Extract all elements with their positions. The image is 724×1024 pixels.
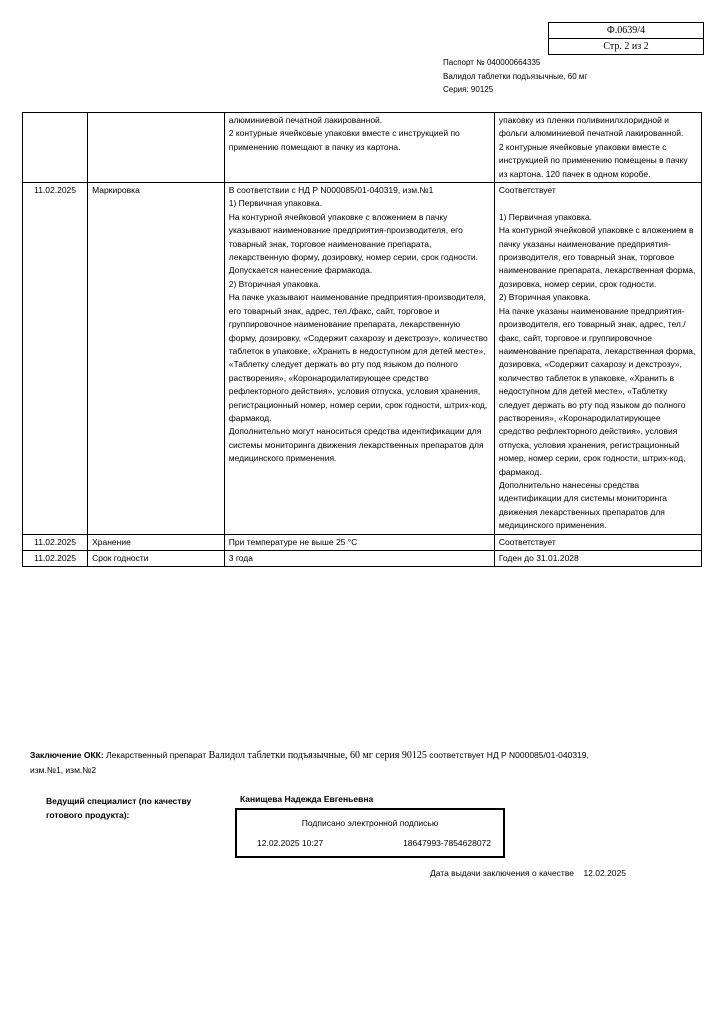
row-requirement: алюминиевой печатной лакированной. 2 контурные ячейковые упаковки вместе с инструкцией по применению помещают в пачку из картона. (224, 113, 494, 183)
row-requirement: При температуре не выше 25 °С (224, 534, 494, 550)
specialist-label: Ведущий специалист (по качеству готового продукта): (46, 796, 192, 820)
row-date: 11.02.2025 (23, 534, 88, 550)
table-row (23, 534, 702, 550)
row-result: упаковку из пленки поливинилхлоридной и фольги алюминиевой печатной лакированной. 2 контурные ячейковые упаковки вместе с инструкцией по применению помещены в пачку из картона. 120 пачек в одном коробе. (494, 113, 701, 183)
conclusion-text-before: Лекарственный препарат (106, 750, 207, 760)
row-result: Соответствует 1) Первичная упаковка. На контурной ячейковой упаковке с вложением в пачку указаны наименование предприятия-производителя, его товарный знак, торговое наименование препарата, лекарственная форма, дозировка, номер серии, срок годности. 2) Вторичная упаковка. На пачке указаны наименование предприятия-производителя, его товарный знак, адрес, тел./факс, сайт, торговое и группировочное наименование препарата, лекарственная форма, дозировка, «Содержит сахарозу и декстрозу», количество таблеток в упаковке, «Хранить в недоступном для детей месте», «Таблетку следует держать во рту под языком до полного растворения», «Коронародилатирующее средство рефлекторного действия», условия отпуска, условия хранения, регистрационный номер, номер серии, срок годности, штрих-код, фармакод. Дополнительно нанесены средства идентификации для системы мониторинга движения лекарственных препаратов для медицинского применения. (494, 183, 701, 535)
row-parameter: Маркировка (88, 183, 225, 535)
table-row (23, 183, 702, 535)
product-name: Валидол таблетки подъязычные, 60 мг (443, 71, 588, 81)
electronic-signature-box (235, 808, 505, 858)
row-result: Годен до 31.01.2028 (494, 551, 701, 567)
row-date: 11.02.2025 (23, 183, 88, 535)
page-number: Стр. 2 из 2 (549, 38, 703, 54)
form-code-box (548, 22, 704, 55)
table-row (23, 551, 702, 567)
row-requirement: В соответствии с НД Р N000085/01-040319, изм.№1 1) Первичная упаковка. На контурной ячейковой упаковке с вложением в пачку указывают наименование предприятия-производителя, его товарный знак, торговое наименование препарата, лекарственную форму, дозировку, номер серии, срок годности. Допускается нанесение фармакода. 2) Вторичная упаковка. На пачке указывают наименование предприятия-производителя, его товарный знак, адрес, тел./факс, сайт, торговое и группировочное наименование препарата, лекарственную форму, дозировку, «Содержит сахарозу и декстрозу», количество таблеток в упаковке, «Хранить в недоступном для детей месте», «Таблетку следует держать во рту под языком до полного растворения», «Коронародилатирующее средство рефлекторного действия», условия отпуска, условия хранения, регистрационный номер, номер серии, срок годности, штрих-код, фармакод. Дополнительно могут наноситься средства идентификации для системы мониторинга движения лекарственных препаратов для медицинского применения. (224, 183, 494, 535)
test-results-table (22, 112, 702, 567)
conclusion-label: Заключение ОКК: (30, 750, 104, 760)
specialist-name: Канищева Надежда Евгеньевна (240, 794, 374, 804)
issue-label: Дата выдачи заключения о качестве (430, 868, 574, 878)
row-parameter (88, 113, 225, 183)
row-result: Соответствует (494, 534, 701, 550)
passport-block (443, 56, 587, 97)
row-parameter: Хранение (88, 534, 225, 550)
signature-id: 18647993-7854628072 (403, 838, 491, 848)
conclusion-text-after: соответствует НД Р N000085/01-040319, изм.№1, изм.№2 (30, 750, 589, 775)
signature-datetime: 12.02.2025 10:27 (257, 838, 324, 848)
issue-date-line (430, 868, 626, 878)
conclusion (30, 748, 590, 778)
issue-date: 12.02.2025 (583, 868, 626, 878)
conclusion-product: Валидол таблетки подъязычные, 60 мг серия 90125 (208, 750, 427, 761)
row-date (23, 113, 88, 183)
row-requirement: 3 года (224, 551, 494, 567)
passport-number: Паспорт № 040000664335 (443, 58, 541, 67)
form-code: Ф.0639/4 (606, 25, 646, 36)
row-date: 11.02.2025 (23, 551, 88, 567)
table-row (23, 113, 702, 183)
series-number: Серия: 90125 (443, 85, 494, 94)
signature-title: Подписано электронной подписью (301, 818, 439, 828)
row-parameter: Срок годности (88, 551, 225, 567)
